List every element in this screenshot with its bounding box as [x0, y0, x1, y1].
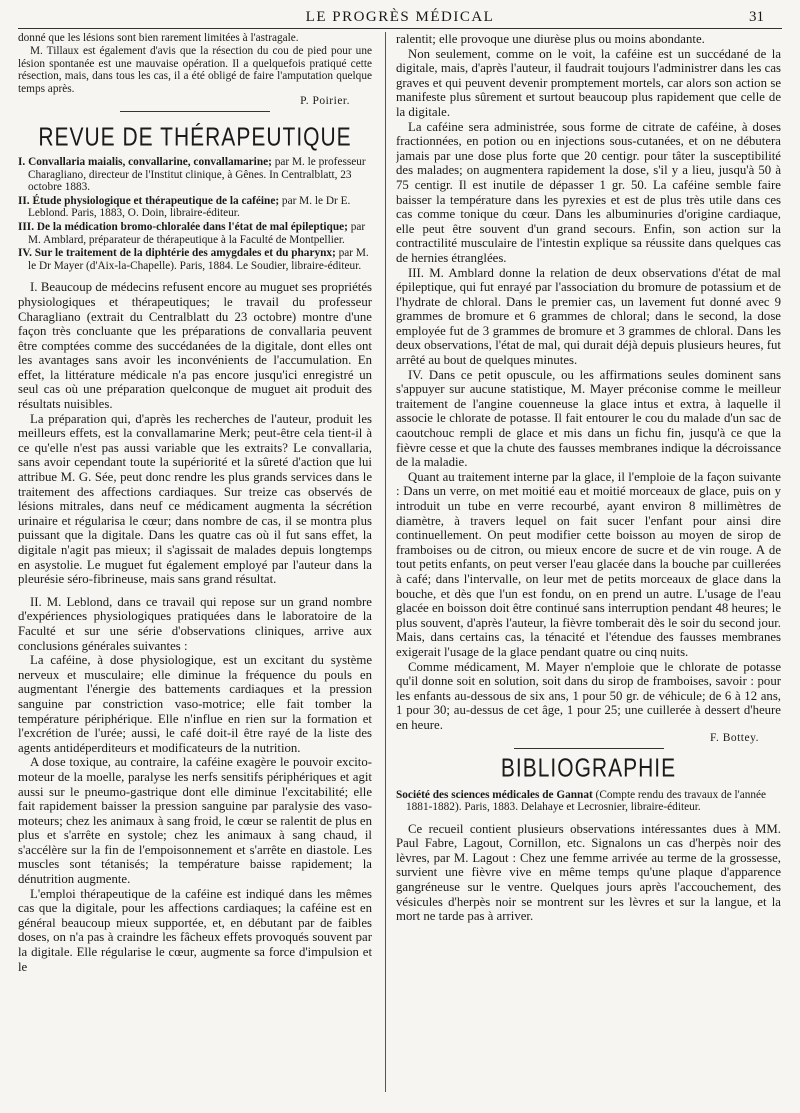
reference-title: De la médication bromo-chloralée dans l'état de mal épileptique; — [36, 220, 348, 233]
reference-detail: par M. le professeur Charagliano, directeur de l'Institut clinique, à Gênes. In Centralblatt, 23 octobre 1883. — [28, 155, 366, 194]
section-title-bibliographie: BIBLIOGRAPHIE — [500, 753, 677, 783]
reference-number: III. — [18, 220, 35, 233]
right-column — [396, 32, 781, 1107]
reference-item — [18, 195, 372, 220]
left-column — [18, 32, 372, 1107]
body-paragraph: III. M. Amblard donne la relation de deux observations d'état de mal épileptique, qui fut enrayé par l'association du bromure de potassium et de l'hydrate de chloral. Dans le premier cas, un lavement fut donné avec 9 grammes de bromure et 6 grammes de chloral; dans le second, la dose employée fut de 3 grammes de bromure et 3 grammes de chloral. Dans les deux observations, l'état de mal, qui durait déjà depuis plusieurs heures, fut arrêté au bout de quelques minutes. — [396, 265, 781, 368]
section-title-therapeutique: REVUE DE THÉRAPEUTIQUE — [38, 122, 352, 152]
body-paragraph: L'emploi thérapeutique de la caféine est indiqué dans les mêmes cas que la digitale, pour les affections cardiaques; la caféine est en général beaucoup mieux supportée, et, en débutant par de faibles doses, on n'a pas à craindre les fâcheux effets provoqués souvent par la digitale. Elle régularise le cœur, augmente sa force d'impulsion et le — [18, 886, 372, 974]
body-paragraph: La caféine, à dose physiologique, est un excitant du système nerveux et musculaire; elle diminue la fréquence du pouls en augmentant l'énergie des battements cardiaques et la pression sanguine par constriction vaso-motrice; elle fait tomber la température périphérique. Elle n'influe en rien sur la formation et l'excrétion de l'urée; aussi, le café doit-il être rayé de la liste des agents antidéperditeurs et modificateurs de la nutrition. — [18, 653, 372, 755]
reference-title: Convallaria maialis, convallarine, convallamarine; — [28, 155, 272, 168]
reference-detail: par M. Amblard, préparateur de thérapeutique à la Faculté de Montpellier. — [28, 220, 366, 246]
reference-number: I. — [18, 155, 26, 168]
reference-list — [18, 156, 372, 272]
intro-signature: P. Poirier. — [300, 94, 350, 107]
reference-title: Sur le traitement de la diphtérie des amygdales et du pharynx; — [34, 247, 336, 260]
reference-number: IV. — [18, 247, 32, 260]
page-number: 31 — [749, 9, 764, 25]
body-paragraph: Non seulement, comme on le voit, la caféine est un succédané de la digitale, mais, d'après l'auteur, il faudrait toujours l'administrer dans les cas graves et qui peuvent devenir promptement mortels, car alors son action se manifeste plus sûrement et surtout beaucoup plus rapidement que celle de la digitale. — [396, 46, 781, 119]
reference-detail: par M. le Dr Mayer (d'Aix-la-Chapelle). Paris, 1884. Le Soudier, libraire-éditeur. — [28, 247, 369, 272]
body-paragraph: A dose toxique, au contraire, la caféine exagère le pouvoir excito-moteur de la moelle, paralyse les nerfs sensitifs périphériques et agit aussi sur le pneumo-gastrique dont elle diminue l'excitabilité; elle fait rapidement baisser la pression sanguine par paralysie des vaso-moteurs; chez les animaux à sang froid, le cœur se ralentit de plus en plus et s'arrête en systole; chez les animaux à sang chaud, il s'accélère sur la fin de l'empoisonnement et s'arrête en diastole. Les muscles sont tétanisés; la température baisse rapidement; la dénutrition augmente. — [18, 755, 372, 887]
bibliography-title: Société des sciences médicales de Gannat — [396, 788, 593, 801]
body-paragraph: Comme médicament, M. Mayer n'emploie que le chlorate de potasse qu'il donne soit en solution, soit dans du sirop de framboises, savoir : pour les enfants au-dessous de six ans, 1 pour 50 gr. de véhicule; de 6 à 12 ans, 1 pour 30; au-dessus de cet âge, 1 pour 25; une cuillerée à dessert d'heure en heure. — [396, 659, 781, 732]
body-paragraph: II. M. Leblond, dans ce travail qui repose sur un grand nombre d'expériences physiologiques pratiquées dans le laboratoire de la Faculté et sur une série d'observations cliniques, arrive aux conclusions générales suivantes : — [18, 594, 372, 653]
reference-detail: par M. le Dr E. Leblond. Paris, 1883, O. Doin, libraire-éditeur. — [28, 194, 351, 220]
intro-paragraph: donné que les lésions sont bien rarement limitées à l'astragale. — [18, 32, 299, 44]
ornament-rule — [514, 748, 664, 749]
reference-item — [18, 247, 372, 272]
reference-title: Étude physiologique et thérapeutique de la caféine; — [32, 194, 280, 207]
intro-paragraph: M. Tillaux est également d'avis que la résection du cou de pied pour une lésion spontanée est une mauvaise opération. Il a quelquefois pratiqué cette résection, mais, dans tous les cas, il a été obligé de faire l'amputation quelque temps après. — [18, 44, 372, 96]
body-paragraph: La caféine sera administrée, sous forme de citrate de caféine, à doses fractionnées, en potion ou en injections sous-cutanées, et on ne débutera jamais par une dose plus forte que 20 centigr. pour tâter la susceptibilité des malades; on augmentera rapidement la dose, s'il y a lieu, jusqu'à 50 à 75 centigr. Il est inutile de dépasser 1 gr. 50. La caféine semble faire baisser la température dans les pyrexies et est de plus très utile dans ces cas comme tonique du cœur. Dans les albuminuries d'origine cardiaque, elle peut être souvent d'un grand secours. Enfin, son action sur la contractilité musculaire de l'intestin explique sa réussite dans quelques cas de hernies étranglées. — [396, 119, 781, 265]
ornament-rule — [120, 111, 270, 112]
bibliography-detail: (Compte rendu des travaux de l'année 1881-1882). Paris, 1883. Delahaye et Lecrosnier, libraire-éditeur. — [406, 788, 767, 814]
body-paragraph: I. Beaucoup de médecins refusent encore au muguet ses propriétés physiologiques et thérapeutiques; le travail du professeur Charagliano (extrait du Centralblatt du 23 octobre) montre d'une façon très concluante que les préparations de convallaria peuvent être comptées comme des succédanées de la digitale, dont elles ont les avantages sans avoir les inconvénients de l'accumulation. En effet, la littérature médicale n'a pas encore jusqu'ici enregistré un seul cas où une préparation quelconque de muguet ait produit des résultats nuisibles. — [18, 280, 372, 412]
reference-number: II. — [18, 194, 30, 207]
reference-item — [18, 156, 372, 194]
bibliography-entry — [396, 789, 781, 814]
body-paragraph: Quant au traitement interne par la glace, il l'emploie de la façon suivante : Dans un verre, on met moitié eau et moitié morceaux de glace, puis on y introduit un tube en verre recourbé, ayant environ 8 millimètres de diamètre, à travers lequel on fait sucer l'enfant pour ainsi dire continuellement. On peut modifier cette boisson au moyen de sirop de framboises ou de citron, ou mieux encore de sucre et de vin rouge. A de tout petits enfants, on peut verser l'eau glacée dans la bouche par cuillerées à café; dans l'intervalle, on leur met de petits morceaux de glace dans la bouche, et dès que l'un est fondu, on en prend un autre. L'usage de l'eau glacée en boisson doit être continué sans interruption pendant 48 heures; le plus souvent, d'après l'auteur, la fièvre tomberait dès le soir du second jour. Mais, dans certains cas, la ténacité et l'étendue des fausses membranes exigerait l'usage de la glace pendant quatre ou cinq nuits. — [396, 469, 781, 659]
column-divider — [385, 32, 386, 1092]
body-paragraph: La préparation qui, d'après les recherches de l'auteur, produit les meilleurs effets, est la convallamarine Merk; peut-être cela tient-il à ce qu'elle n'est pas aussi variable que les extraits? Le convallaria, sans avoir cependant toute la supériorité et la sûreté d'action que lui attribue M. G. Sée, peut donc rendre les plus grands services dans le traitement des affections cardiaques. Sur treize cas observés de lésions mitrales, dans neuf ce médicament augmenta la sécrétion urinaire et régularisa le cœur; dans nombre de cas, il se montra plus puissant que la digitale. Dans les quatre cas où il fut sans effet, la digitale n'agit pas mieux; il s'agissait de malades depuis longtemps en asystolie. Le muguet fut également employé par l'auteur dans la pleurésie séro-fibrineuse, mais sans grand résultat. — [18, 411, 372, 587]
header-rule — [18, 28, 782, 29]
bibliography-paragraph: Ce recueil contient plusieurs observations intéressantes dues à MM. Paul Fabre, Lagout, Cornillon, etc. Signalons un cas d'herpès noir des lèvres, par M. Lagout : Chez une femme arrivée au terme de la grossesse, survient une fièvre vive en même temps qu'une plaque d'apparence gangréneuse sur le ventre. Quelques jours après l'accouchement, des vésicules d'herpès noir se montrent sur les lèvres et sur la langue, et la mort ne tarde pas à arriver. — [396, 821, 781, 924]
article-signature: F. Bottey. — [709, 731, 759, 744]
body-paragraph: IV. Dans ce petit opuscule, ou les affirmations seules dominent sans s'appuyer sur aucune statistique, M. Mayer préconise comme le meilleur traitement de l'angine couenneuse la glace intus et extra, à laquelle il associe le chlorate de potasse. Il fait entourer le cou du malade d'un sac de caoutchouc rempli de glace et mis dans un fichu fin, jusqu'à ce que la fièvre cesse et que la chute des fausses membranes indique la décroissance de la maladie. — [396, 367, 781, 470]
body-paragraph: ralentit; elle provoque une diurèse plus ou moins abondante. — [396, 32, 705, 46]
reference-item — [18, 221, 372, 246]
journal-title: LE PROGRÈS MÉDICAL — [305, 9, 495, 25]
